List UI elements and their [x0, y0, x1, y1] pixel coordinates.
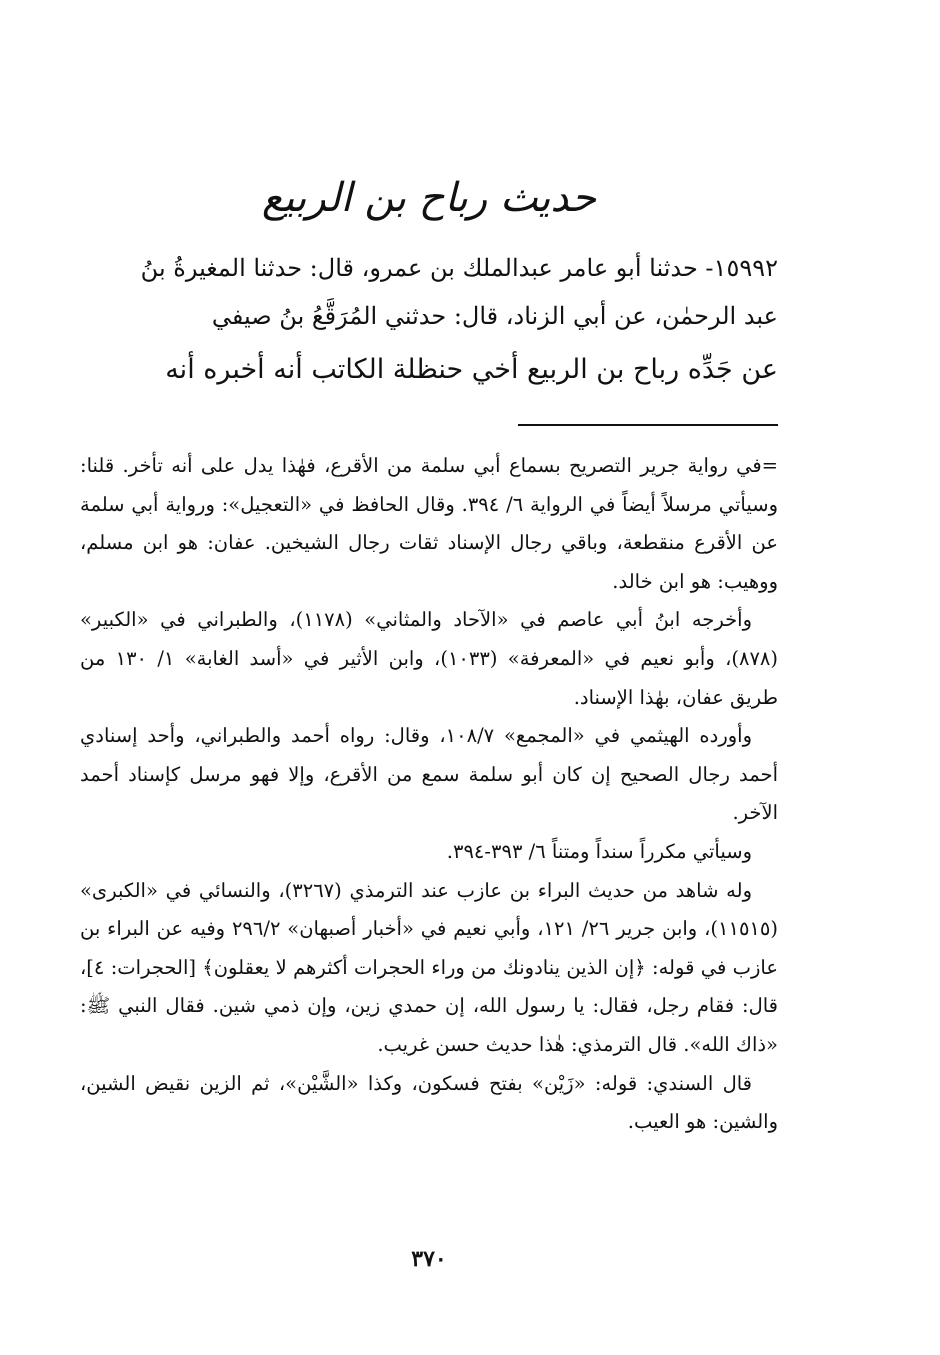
footnote-paragraph: =في رواية جرير التصريح بسماع أبي سلمة من الأقرع، فهٰذا يدل على أنه تأخر. قلنا: وسيأتي مرسلاً أيضاً في الرواية ٦/ ٣٩٤. وقال الحافظ في «التعجيل»: ورواية أبي سلمة عن الأقرع منقطعة، وباقي رجال الإسناد ثقات رجال الشيخين. عفان: هو ابن مسلم، ووهيب: هو ابن خالد. [80, 454, 779, 593]
footnote-separator [518, 424, 778, 426]
page-number: ٣٧٠ [411, 1246, 447, 1272]
hadith-text [80, 244, 778, 398]
footnote-paragraph: قال السندي: قوله: «زَيْن» بفتح فسكون، وكذا «الشَّيْن»، ثم الزين نقيض الشين، والشين: هو العيب. [80, 1071, 778, 1134]
footnote-paragraph: وله شاهد من حديث البراء بن عازب عند الترمذي (٣٢٦٧)، والنسائي في «الكبرى» (١١٥١٥)، وابن جرير ٢٦/ ١٢١، وأبي نعيم في «أخبار أصبهان» ٢٩٦/٢ وفيه عن البراء بن عازب في قوله: ﴿إن الذين ينادونك من وراء الحجرات أكثرهم لا يعقلون﴾ [الحجرات: ٤]، قال: فقام رجل، فقال: يا رسول الله، إن حمدي زين، وإن ذمي شين. فقال النبي ﷺ: «ذاك الله». قال الترمذي: هٰذا حديث حسن غريب. [80, 878, 778, 1056]
hadith-line-2: عبد الرحمٰن، عن أبي الزناد، قال: حدثني المُرَقَّعُ بنُ صيفي [211, 302, 778, 330]
page [80, 0, 778, 1355]
hadith-line-3: عن جَدِّه رباح بن الربيع أخي حنظلة الكاتب أنه أخبره أنه [165, 354, 778, 385]
footnote-paragraph: وأورده الهيثمي في «المجمع» ١٠٨/٧، وقال: رواه أحمد والطبراني، وأحد إسنادي أحمد رجال الصحيح إن كان أبو سلمة سمع من الأقرع، وإلا فهو مرسل كإسناد أحمد الآخر. [80, 724, 778, 825]
footnote-paragraph: وسيأتي مكرراً سنداً ومتناً ٦/ ٣٩٣-٣٩٤. [446, 839, 752, 863]
footnote-paragraph: وأخرجه ابنُ أبي عاصم في «الآحاد والمثاني» (١١٧٨)، والطبراني في «الكبير» (٨٧٨)، وأبو نعيم في «المعرفة» (١٠٣٣)، وابن الأثير في «أسد الغابة» ١/ ١٣٠ من طريق عفان، بهٰذا الإسناد. [80, 608, 778, 709]
hadith-line-1: ١٥٩٩٢- حدثنا أبو عامر عبدالملك بن عمرو، قال: حدثنا المغيرةُ بنُ [140, 254, 778, 282]
footnotes [80, 447, 778, 1142]
hadith-title: حديث رباح بن الربيع [261, 175, 597, 221]
